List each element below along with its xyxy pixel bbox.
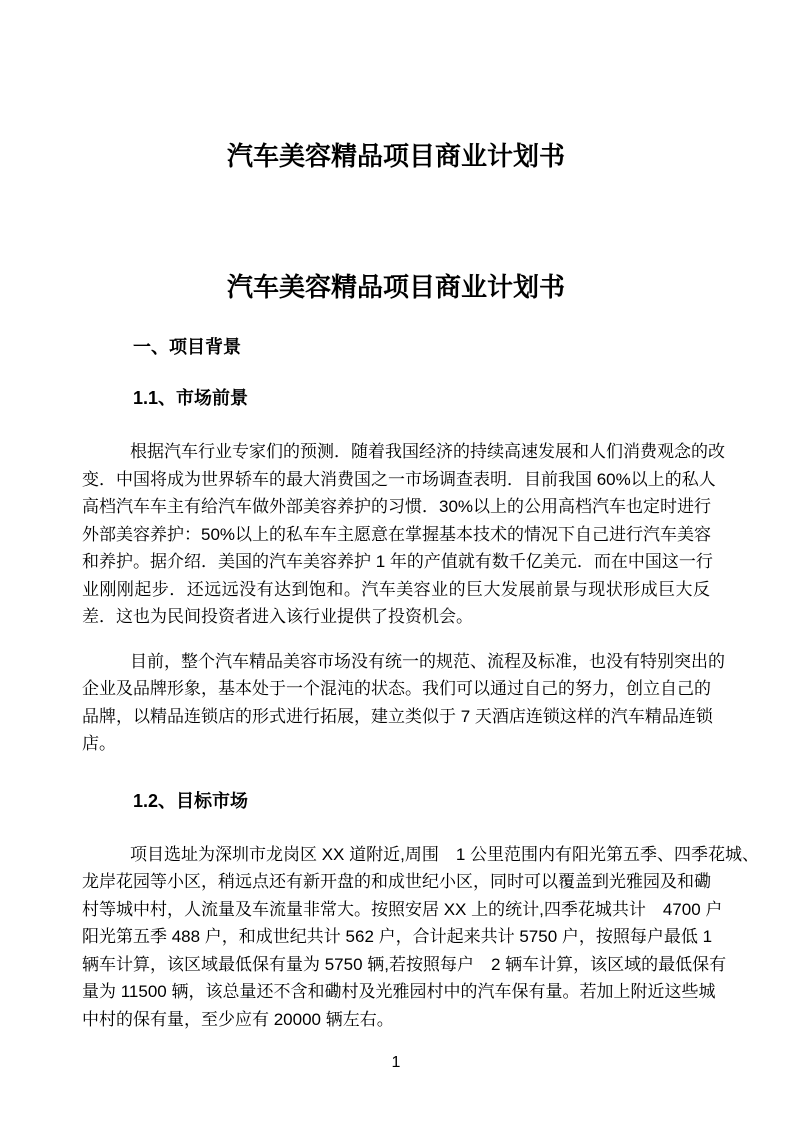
cover-title: 汽车美容精品项目商业计划书 (226, 141, 565, 171)
text-line: 量为 11500 辆，该总量还不含和磡村及光雅园村中的汽车保有量。若加上附近这些城 (82, 982, 716, 1001)
text-line: 外部美容养护：50%以上的私车车主愿意在掌握基本技术的情况下自己进行汽车美容 (82, 524, 712, 544)
text-line: 差．这也为民间投资者进入该行业提供了投资机会。 (82, 607, 473, 626)
text-line: 龙岸花园等小区，稍远点还有新开盘的和成世纪小区，同时可以覆盖到光雅园及和磡 (82, 872, 711, 891)
paragraph-target-market-1 (82, 841, 760, 1034)
paragraph-market-prospect-2 (82, 648, 725, 758)
document-title: 汽车美容精品项目商业计划书 (226, 272, 565, 302)
subsection-heading-target-market: 1.2、目标市场 (133, 790, 249, 811)
text-line: 店。 (82, 734, 116, 753)
text-line: 和养护。据介绍．美国的汽车美容养护 1 年的产值就有数千亿美元．而在中国这一行 (82, 552, 713, 571)
text-line: 业刚刚起步．还远远没有达到饱和。汽车美容业的巨大发展前景与现状形成巨大反 (82, 579, 710, 599)
text-line: 变．中国将成为世界轿车的最大消费国之一市场调查表明．目前我国 60%以上的私人 (82, 469, 716, 489)
text-line: 中村的保有量，至少应有 20000 辆左右。 (82, 1009, 394, 1029)
text-line: 阳光第五季 488 户，和成世纪共计 562 户，合计起来共计 5750 户，按照每户最低 1 (82, 927, 713, 946)
text-line: 目前，整个汽车精品美容市场没有统一的规范、流程及标准，也没有特别突出的 (130, 651, 725, 671)
text-line: 高档汽车车主有给汽车做外部美容养护的习惯．30%以上的公用高档汽车也定时进行 (82, 497, 712, 516)
subsection-heading-market-prospect: 1.1、市场前景 (133, 388, 249, 408)
text-line: 村等城中村，人流量及车流量非常大。按照安居 XX 上的统计,四季花城共计 4700 户 (82, 899, 723, 919)
text-line: 企业及品牌形象，基本处于一个混沌的状态。我们可以通过自己的努力，创立自己的 (82, 679, 711, 698)
paragraph-market-prospect-1 (82, 438, 725, 631)
text-line: 根据汽车行业专家们的预测．随着我国经济的持续高速发展和人们消费观念的改 (130, 442, 725, 461)
text-line: 辆车计算，该区域最低保有量为 5750 辆,若按照每户 2 辆车计算，该区域的最低保有 (82, 954, 727, 974)
text-line: 品牌，以精品连锁店的形式进行拓展，建立类似于 7 天酒店连锁这样的汽车精品连锁 (82, 706, 713, 726)
text-line: 项目选址为深圳市龙岗区 XX 道附近,周围 1 公里范围内有阳光第五季、四季花城、 (130, 844, 760, 864)
page-number: 1 (391, 1054, 401, 1071)
section-heading-project-background: 一、项目背景 (133, 337, 241, 357)
